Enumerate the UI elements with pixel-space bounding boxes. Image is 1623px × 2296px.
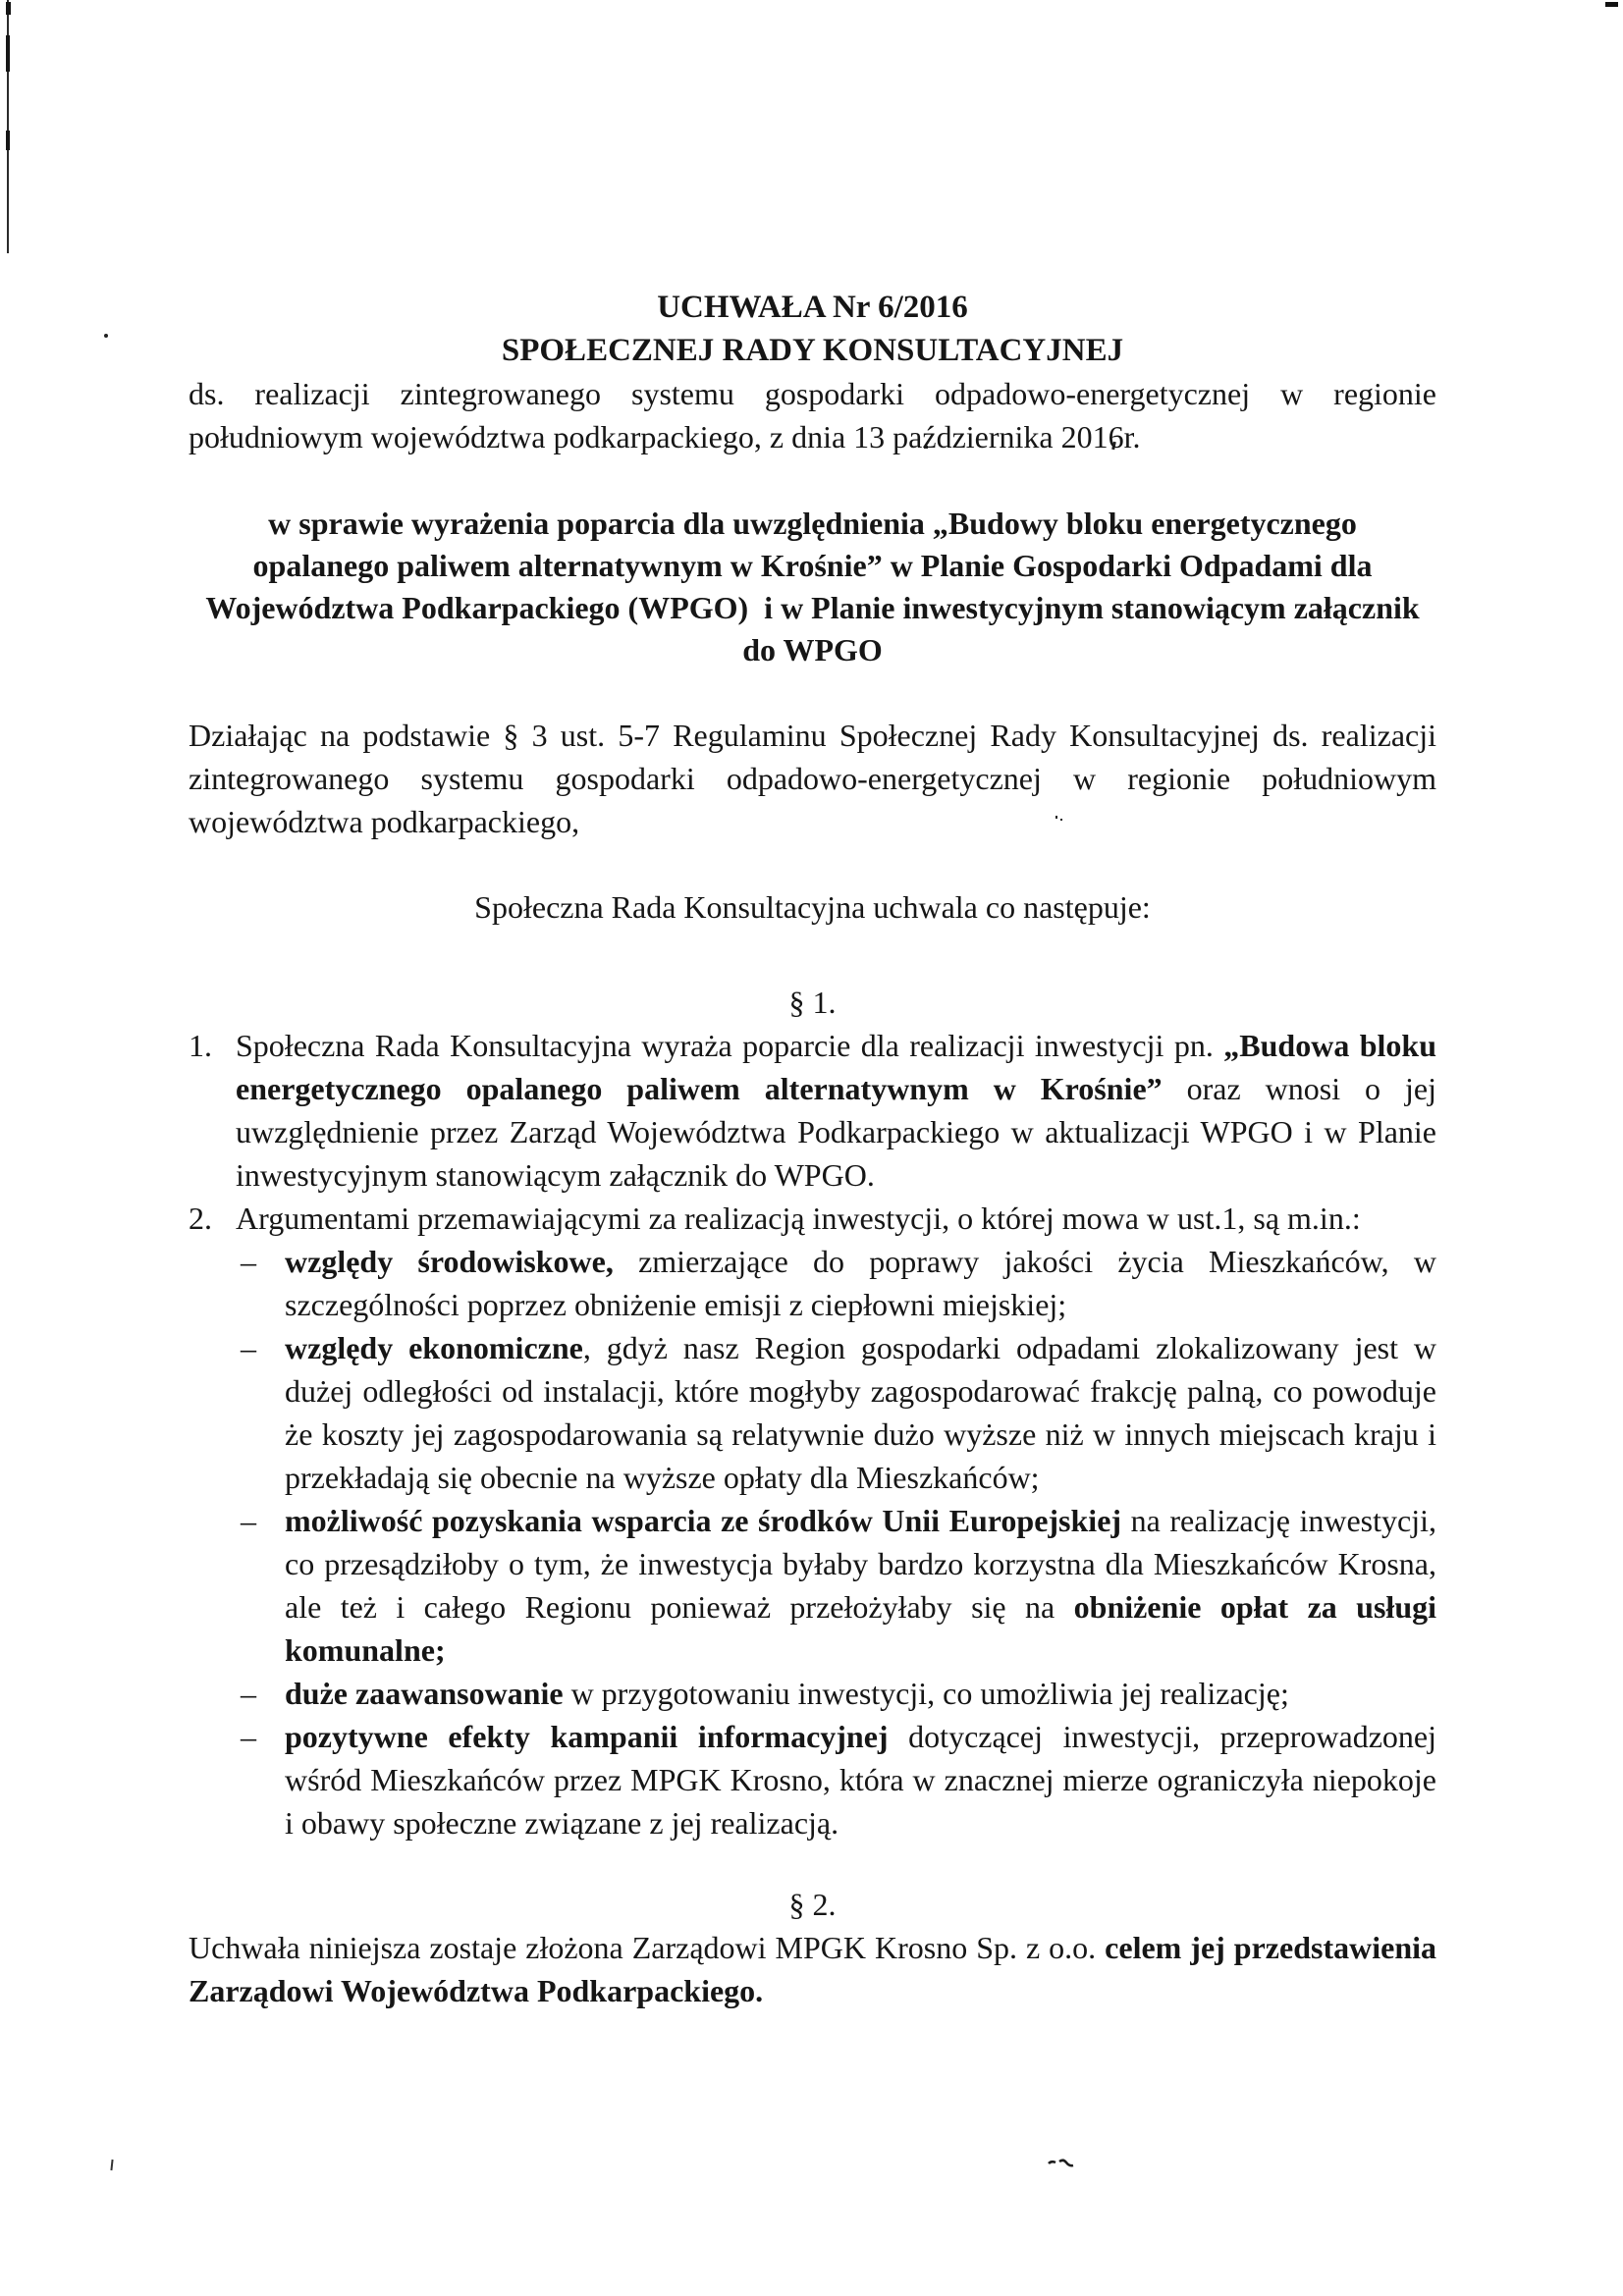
document-title-block [189, 286, 1436, 372]
bullet-text [285, 1326, 1436, 1499]
text-run: zmierzające do poprawy jakości życia Mieszkańców, w szczególności poprzez obniżenie emisji z ciepłowni miejskiej; [285, 1244, 1436, 1322]
text-run-bold: możliwość pozyskania wsparcia ze środków Unii Europejskiej [285, 1503, 1122, 1538]
text-run-bold: celem jej przedstawienia Zarządowi Województwa Podkarpackiego. [189, 1930, 1437, 2008]
scan-artifact-thick-segment [6, 35, 10, 72]
subject-line: do WPGO [742, 632, 883, 667]
resolution-subject-block [189, 503, 1436, 671]
text-run: na realizację inwestycji, co przesądziłoby o tym, że inwestycja byłaby bardzo korzystna dla Mieszkańców Krosna, ale też i całego Regionu ponieważ przełożyłaby się na [285, 1503, 1437, 1625]
subject-line: opalanego paliwem alternatywnym w Krośnie” w Planie Gospodarki Odpadami dla [252, 548, 1373, 583]
text-run-bold: duże zaawansowanie [285, 1676, 564, 1711]
scan-artifact-top-right-dash [1605, 2, 1618, 7]
council-name-title: SPOŁECZNEJ RADY KONSULTACYJNEJ [501, 333, 1124, 368]
closing-paragraph [189, 1926, 1436, 2012]
dash-marker: – [241, 1330, 256, 1365]
scan-artifact-bottom-right-squiggle [1047, 2156, 1076, 2174]
text-run-bold: względy środowiskowe, [285, 1244, 614, 1279]
section-1-heading: § 1. [788, 985, 837, 1020]
text-run: w przygotowaniu inwestycji, co umożliwia jej realizację; [563, 1676, 1289, 1711]
bullet-progress [241, 1672, 1436, 1715]
bullet-text [285, 1499, 1436, 1672]
item-text: Argumentami przemawiającymi za realizacją inwestycji, o której mowa w ust.1, są m.in.: [236, 1201, 1361, 1236]
dash-marker: – [241, 1503, 256, 1538]
scan-artifact-thick-segment [6, 131, 10, 150]
bullet-economic [241, 1326, 1436, 1499]
resolution-number-title: UCHWAŁA Nr 6/2016 [657, 290, 968, 325]
bullet-campaign [241, 1715, 1436, 1844]
subject-line: w sprawie wyrażenia poparcia dla uwzględnienia „Budowy bloku energetycznego [268, 506, 1357, 541]
text-run: oraz wnosi o jej uwzględnienie przez Zarząd Województwa Podkarpackiego w aktualizacji WPGO i w Planie inwestycyjnym stanowiącym załącznik do WPGO. [236, 1071, 1437, 1193]
numbered-item-1 [189, 1024, 1436, 1197]
item-number: 1. [189, 1028, 212, 1063]
dash-marker: – [241, 1244, 256, 1279]
dash-marker: – [241, 1676, 256, 1711]
legal-basis-paragraph: Działając na podstawie § 3 ust. 5-7 Regulaminu Społecznej Rady Konsultacyjnej ds. realizacji zintegrowanego systemu gospodarki odpadowo-energetycznej w regionie południowym województwa podkarpackiego, [189, 718, 1436, 839]
text-run-bold: względy ekonomiczne [285, 1330, 583, 1365]
bullet-text [285, 1715, 1436, 1844]
text-run-bold: obniżenie opłat za usługi komunalne; [285, 1589, 1437, 1668]
numbered-item-2 [189, 1197, 1436, 1240]
text-run: Uchwała niniejsza zostaje złożona Zarządowi MPGK Krosno Sp. z o.o. [189, 1930, 1106, 1965]
dash-marker: – [241, 1719, 256, 1754]
bullet-text [285, 1240, 1436, 1326]
bullet-eu-funds [241, 1499, 1436, 1672]
scan-artifact-thick-segment [6, 2, 11, 15]
text-run: Społeczna Rada Konsultacyjna wyraża poparcie dla realizacji inwestycji pn. [236, 1028, 1224, 1063]
scan-artifact-bottom-left-tick [110, 2160, 113, 2170]
council-description: ds. realizacji zintegrowanego systemu gospodarki odpadowo-energetycznej w regionie południowym województwa podkarpackiego, z dnia 13 października 2016r. [189, 376, 1436, 454]
enacting-formula: Społeczna Rada Konsultacyjna uchwala co następuje: [474, 889, 1151, 925]
bullet-text [285, 1672, 1436, 1715]
item-text [236, 1024, 1436, 1197]
item-number: 2. [189, 1201, 212, 1236]
scan-artifact-dot [104, 334, 108, 338]
scan-artifact-left-edge-line [6, 0, 16, 255]
text-run-bold: „Budowa bloku energetycznego opalanego paliwem alternatywnym w Krośnie” [236, 1028, 1437, 1106]
document-content [189, 286, 1436, 2012]
subject-line: Województwa Podkarpackiego (WPGO) i w Planie inwestycyjnym stanowiącym załącznik [205, 590, 1420, 625]
text-run: , gdyż nasz Region gospodarki odpadami zlokalizowany jest w dużej odległości od instalacji, które mogłyby zagospodarować frakcję palną, co powoduje że koszty jej zagospodarowania są relatywnie dużo wyższe niż w innych miejscach kraju i przekładają się obecnie na wyższe opłaty dla Mieszkańców; [285, 1330, 1436, 1495]
bullet-environmental [241, 1240, 1436, 1326]
text-run: dotyczącej inwestycji, przeprowadzonej wśród Mieszkańców przez MPGK Krosno, która w znacznej mierze ograniczyła niepokoje i obawy społeczne związane z jej realizacją. [285, 1719, 1437, 1841]
section-2-heading: § 2. [788, 1887, 837, 1922]
text-run-bold: pozytywne efekty kampanii informacyjnej [285, 1719, 889, 1754]
